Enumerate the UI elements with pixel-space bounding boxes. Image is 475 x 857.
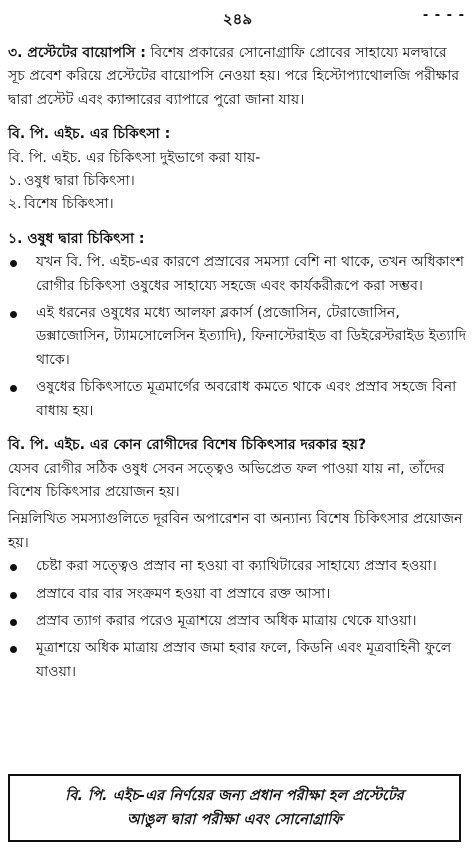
list-item-text: ওষুধের চিকিৎসাতে মূত্রমার্গের অবরোধ কমতে থাকে এবং প্রস্রাব সহজে বিনা বাধায় হয়। — [36, 379, 457, 419]
list-item-text: প্রস্রাবে বার বার সংক্রমণ হওয়া বা প্রস্রাবে রক্ত আসা। — [36, 585, 331, 602]
biopsy-heading: ৩. প্রস্টেটের বায়োপসি : — [8, 45, 146, 61]
list-item — [8, 302, 468, 372]
treatment-item-number: ১. — [8, 173, 22, 190]
list-item-text: প্রস্রাব ত্যাগ করার পরেও মূত্রাশয়ে প্রস্রাব অধিক মাত্রায় থেকে যাওয়া। — [36, 612, 417, 629]
treatment-item-2 — [8, 193, 468, 216]
treatment-item-number: ২. — [8, 196, 22, 213]
treatment-item-text: বিশেষ চিকিৎসা। — [24, 196, 114, 213]
treatment-item-text: ওষুধ দ্বারা চিকিৎসা। — [24, 173, 135, 190]
page-header — [0, 6, 475, 30]
special-paragraph-2: নিম্নলিখিত সমস্যাগুলিতে দূরবিন অপারেশন বা অন্যান্য বিশেষ চিকিৎসার প্রয়োজন হয়। — [8, 511, 463, 551]
bullet-icon — [10, 646, 17, 653]
medicine-bullet-list — [8, 251, 468, 423]
list-item — [8, 555, 468, 578]
key-point-line-1: বি. পি. এইচ-এর নির্ণয়ের জন্য প্রধান পরীক্ষা হল প্রস্টেটের — [65, 788, 404, 804]
list-item — [8, 610, 468, 633]
list-item-text: এই ধরনের ওষুধের মধ্যে আলফা ব্লকার্স (প্রজোসিন, টেরাজোসিন, ডক্সাজোসিন, ট্যামসোলেসিন ইত্যাদি), ফিনাস্টেরাইড বা ডিইরেস্টরাইড ইত্যাদি থাকে। — [36, 305, 467, 368]
bullet-icon — [10, 260, 17, 267]
biopsy-paragraph — [8, 42, 468, 112]
special-heading: বি. পি. এইচ. এর কোন রোগীদের বিশেষ চিকিৎসার দরকার হয়? — [8, 437, 367, 454]
key-point-line-2: আঙুল দ্বারা পরীক্ষা এবং সোনোগ্রাফি — [127, 812, 342, 828]
list-item-text: মূত্রাশয়ে অধিক মাত্রায় প্রস্রাব জমা হবার ফলে, কিডনি এবং মূত্রবাহিনী ফুলে যাওয়া। — [36, 640, 452, 680]
bullet-icon — [10, 592, 17, 599]
treatment-item-1 — [8, 170, 468, 193]
treatment-heading: বি. পি. এইচ. এর চিকিৎসা : — [8, 126, 171, 143]
key-point-box — [8, 774, 461, 842]
special-paragraph-1: যেসব রোগীর সঠিক ওষুধ সেবন সত্ত্বেও অভিপ্রেত ফল পাওয়া যায় না, তাঁদের বিশেষ চিকিৎসার প্রয়োজন হয়। — [8, 460, 445, 500]
list-item — [8, 637, 468, 684]
biopsy-text: বিশেষ প্রকারের সোনোগ্রাফি প্রোবের সাহায্যে মলদ্বারে সূচ প্রবেশ করিয়ে প্রস্টেটের বায়োপসি নেওয়া হয়। পরে হিস্টোপ্যাথোলজি পরীক্ষার দ্বারা প্রস্টেট এবং ক্যান্সারের ব্যাপারে পুরো জানা যায়। — [8, 45, 460, 108]
list-item — [8, 583, 468, 606]
page-content — [8, 42, 468, 688]
list-item-text: যখন বি. পি. এইচ-এর কারণে প্রস্রাবের সমস্যা বেশি না থাকে, তখন অধিকাংশ রোগীর চিকিৎসা ওষুধের সাহায্যে সহজে এবং কার্যকরীরূপে করা সম্ভব। — [36, 254, 464, 294]
list-item — [8, 251, 468, 298]
special-bullet-list — [8, 555, 468, 684]
bullet-icon — [10, 564, 17, 571]
list-item — [8, 376, 468, 423]
treatment-intro: বি. পি. এইচ. এর চিকিৎসা দুইভাগে করা যায়- — [8, 149, 261, 166]
running-head: - - - - — [422, 8, 465, 23]
medicine-heading: ১. ওষুধ দ্বারা চিকিৎসা : — [8, 230, 145, 247]
list-item-text: চেষ্টা করা সত্ত্বেও প্রস্রাব না হওয়া বা ক্যাথিটারের সাহায্যে প্রস্রাব হওয়া। — [36, 558, 437, 575]
bullet-icon — [10, 311, 17, 318]
page-number: ২৪৯ — [222, 10, 253, 28]
bullet-icon — [10, 619, 17, 626]
bullet-icon — [10, 385, 17, 392]
